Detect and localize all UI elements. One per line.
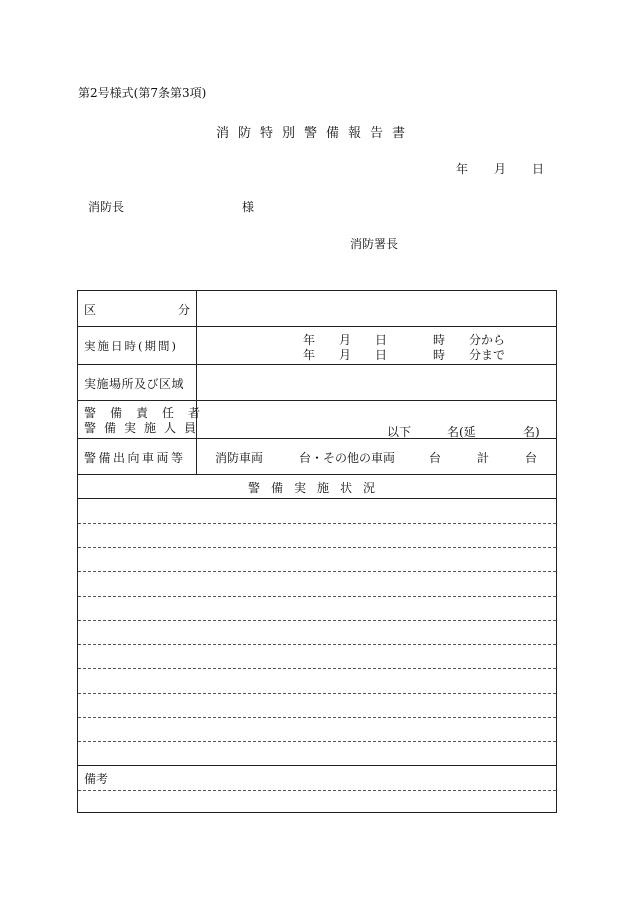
period-start-month: 月 [339, 333, 352, 347]
value-category[interactable] [197, 291, 556, 326]
status-body[interactable] [78, 499, 556, 766]
period-start-minute: 分から [469, 333, 506, 347]
period-start-year: 年 [303, 333, 316, 347]
document-title: 消防特別警備報告書 [215, 126, 414, 141]
remarks-box[interactable] [78, 766, 556, 812]
period-start-day: 日 [375, 333, 388, 347]
status-heading: 警備実施状況 [247, 481, 386, 495]
value-vehicles[interactable] [197, 439, 556, 474]
status-line [78, 547, 556, 548]
period-end-day: 日 [375, 348, 388, 362]
status-line [78, 596, 556, 597]
report-table [77, 290, 557, 813]
period-end-hour: 時 [433, 348, 446, 362]
row-period [78, 327, 556, 365]
label-vehicles: 警備出向車両等 [78, 439, 197, 474]
remarks-label: 備考 [84, 772, 109, 786]
label-staff [78, 401, 215, 438]
value-period[interactable] [197, 327, 556, 364]
label-staff-members: 警備実施人員 [84, 421, 205, 435]
status-line [78, 571, 556, 572]
value-staff[interactable] [197, 401, 556, 438]
date-day: 日 [532, 162, 545, 176]
period-end-year: 年 [303, 348, 316, 362]
label-place: 実施場所及び区域 [78, 365, 197, 400]
vehicles-unit: 台 [429, 451, 442, 465]
label-period: 実施日時(期間) [78, 327, 197, 364]
form-number: 第2号様式(第7条第3項) [78, 86, 207, 100]
sender: 消防署長 [350, 237, 399, 251]
row-place [78, 365, 556, 401]
label-category [78, 291, 197, 326]
label-category-right: 分 [177, 303, 190, 317]
label-staff-leader: 警備責任者 [84, 406, 215, 420]
row-staff [78, 401, 556, 439]
status-line [78, 523, 556, 524]
vehicles-unit-end: 台 [525, 451, 538, 465]
period-end-month: 月 [339, 348, 352, 362]
status-line [78, 644, 556, 645]
date-year: 年 [456, 162, 469, 176]
remarks-line [78, 790, 556, 791]
staff-persons: 名(延 [447, 425, 476, 439]
label-category-left: 区 [84, 303, 97, 317]
status-line [78, 741, 556, 742]
status-line [78, 668, 556, 669]
vehicles-total: 計 [477, 451, 490, 465]
report-date [456, 160, 544, 177]
vehicles-other: 台・その他の車両 [299, 451, 396, 465]
period-end-minute: 分まで [469, 348, 506, 362]
addressee: 消防長 [88, 200, 125, 214]
status-line [78, 620, 556, 621]
date-month: 月 [494, 162, 507, 176]
period-start-hour: 時 [433, 333, 446, 347]
value-place[interactable] [197, 365, 556, 400]
staff-persons-end: 名) [523, 425, 540, 439]
vehicles-fire: 消防車両 [215, 451, 264, 465]
row-status-heading [78, 475, 556, 499]
status-line [78, 717, 556, 718]
row-category [78, 291, 556, 327]
status-line [78, 693, 556, 694]
staff-below: 以下 [387, 425, 412, 439]
addressee-suffix: 様 [242, 200, 255, 214]
row-vehicles [78, 439, 556, 475]
